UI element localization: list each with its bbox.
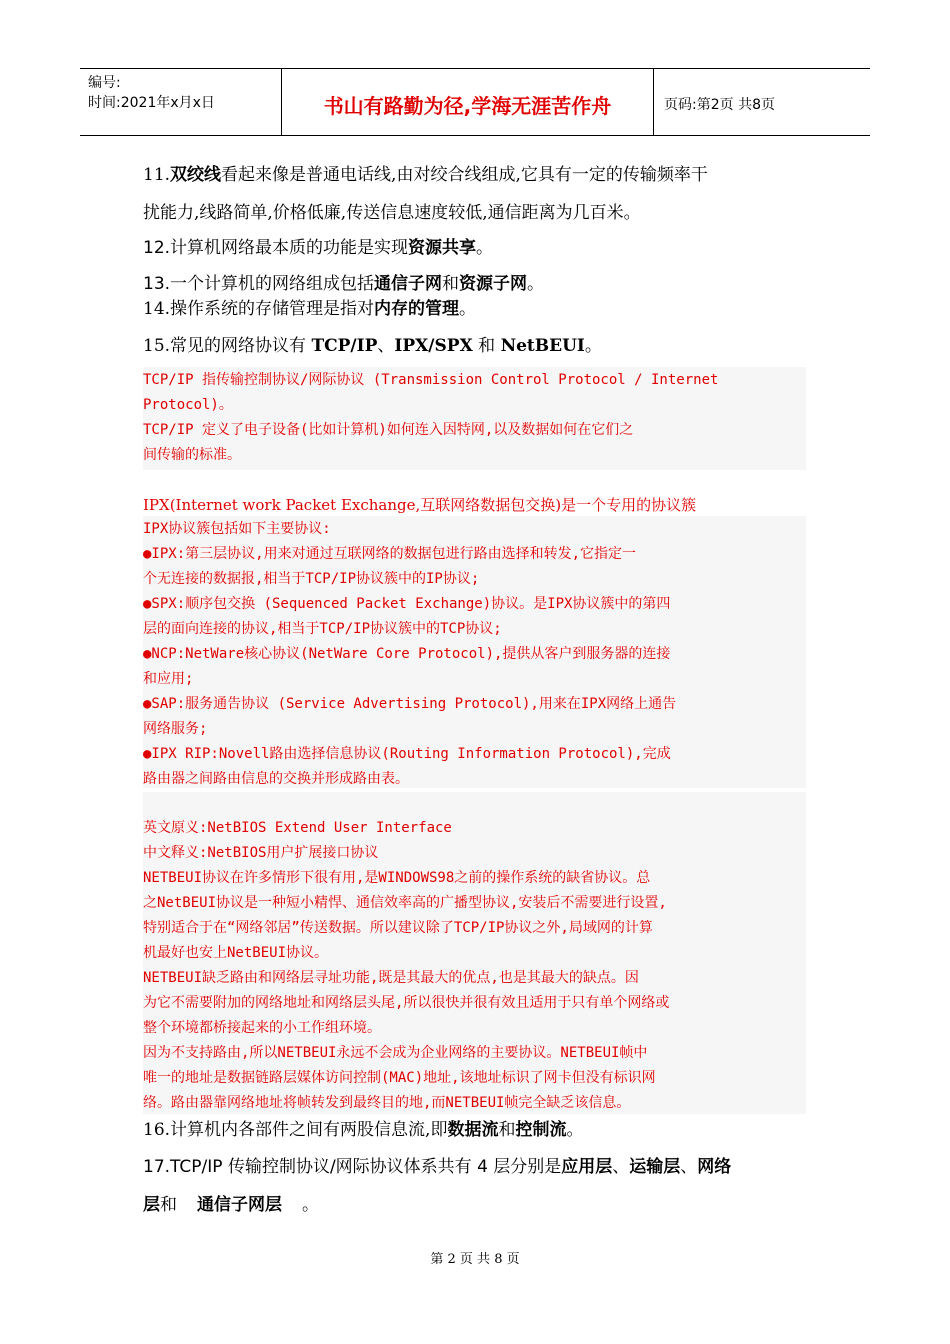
item-16: 16.计算机内各部件之间有两股信息流,即数据流和控制流。 [143, 1120, 584, 1140]
header-number: 编号: [88, 75, 121, 91]
item-15: 15.常见的网络协议有 TCP/IP、IPX/SPX 和 NetBEUI。 [143, 336, 602, 356]
header-page: 页码:第2页 共8页 [664, 97, 775, 113]
item-14: 14.操作系统的存储管理是指对内存的管理。 [143, 299, 477, 319]
item-11-line1: 11.双绞线看起来像是普通电话线,由对绞合线组成,它具有一定的传输频率干 [143, 165, 708, 185]
item-13: 13.一个计算机的网络组成包括通信子网和资源子网。 [143, 274, 545, 294]
note-ipx: IPX协议簇包括如下主要协议: ●IPX:第三层协议,用来对通过互联网络的数据包进行路由选择和转发,它指定一 个无连接的数据报,相当于TCP/IP协议簇中的IP协议; ●SPX:顺序包交换 (Sequenced Packet Exchange)协议。是IPX协议簇中的第四 层的面向连接的协议,相当于TCP/IP协议簇中的TCP协议; ●NCP:NetWare核心协议(NetWare Core Protocol),提供从客户到服务器的连接 和应用; ●SAP:服务通告协议 (Service Advertising Protocol),用来在IPX网络上通告 网络服务; ●IPX RIP:Novell路由选择信息协议(Routing Information Protocol),完成 路由器之间路由信息的交换并形成路由表。 [143, 516, 806, 788]
note-netbeui: 英文原义:NetBIOS Extend User Interface 中文释义:NetBIOS用户扩展接口协议 NETBEUI协议在许多情形下很有用,是WINDOWS98之前的操作系统的缺省协议。总 之NetBEUI协议是一种短小精悍、通信效率高的广播型协议,安装后不需要进行设置, 特别适合于在“网络邻居”传送数据。所以建议除了TCP/IP协议之外,局域网的计算 机最好也安上NetBEUI协议。 NETBEUI缺乏路由和网络层寻址功能,既是其最大的优点,也是其最大的缺点。因 为它不需要附加的网络地址和网络层头尾,所以很快并很有效且适用于只有单个网络或 整个环境都桥接起来的小工作组环境。 因为不支持路由,所以NETBEUI永远不会成为企业网络的主要协议。NETBEUI帧中 唯一的地址是数据链路层媒体访问控制(MAC)地址,该地址标识了网卡但没有标识网 络。路由器靠网络地址将帧转发到最终目的地,而NETBEUI帧完全缺乏该信息。 [143, 792, 806, 1114]
note-ipx-title: IPX(Internet work Packet Exchange,互联网络数据包交换)是一个专用的协议簇 [143, 496, 697, 514]
page-header [80, 68, 870, 136]
header-motto: 书山有路勤为径,学海无涯苦作舟 [282, 69, 654, 135]
item-11-line2: 扰能力,线路简单,价格低廉,传送信息速度较低,通信距离为几百米。 [143, 203, 641, 223]
item-12-answer: 资源共享 [408, 238, 477, 258]
item-17-line1: 17.TCP/IP 传输控制协议/网际协议体系共有 4 层分别是应用层、运输层、网络 [143, 1157, 732, 1177]
page-footer: 第 2 页 共 8 页 [430, 1252, 520, 1267]
note-tcpip: TCP/IP 指传输控制协议/网际协议 (Transmission Control Protocol / Internet Protocol)。 TCP/IP 定义了电子设备(比如计算机)如何连入因特网,以及数据如何在它们之 间传输的标准。 [143, 367, 806, 470]
header-meta [80, 69, 282, 135]
header-time: 时间:2021年x月x日 [88, 95, 215, 111]
item-17-line2: 层和 通信子网层 。 [143, 1195, 319, 1215]
item-11-term: 双绞线 [170, 165, 222, 185]
item-12: 12.计算机网络最本质的功能是实现资源共享。 [143, 238, 494, 258]
